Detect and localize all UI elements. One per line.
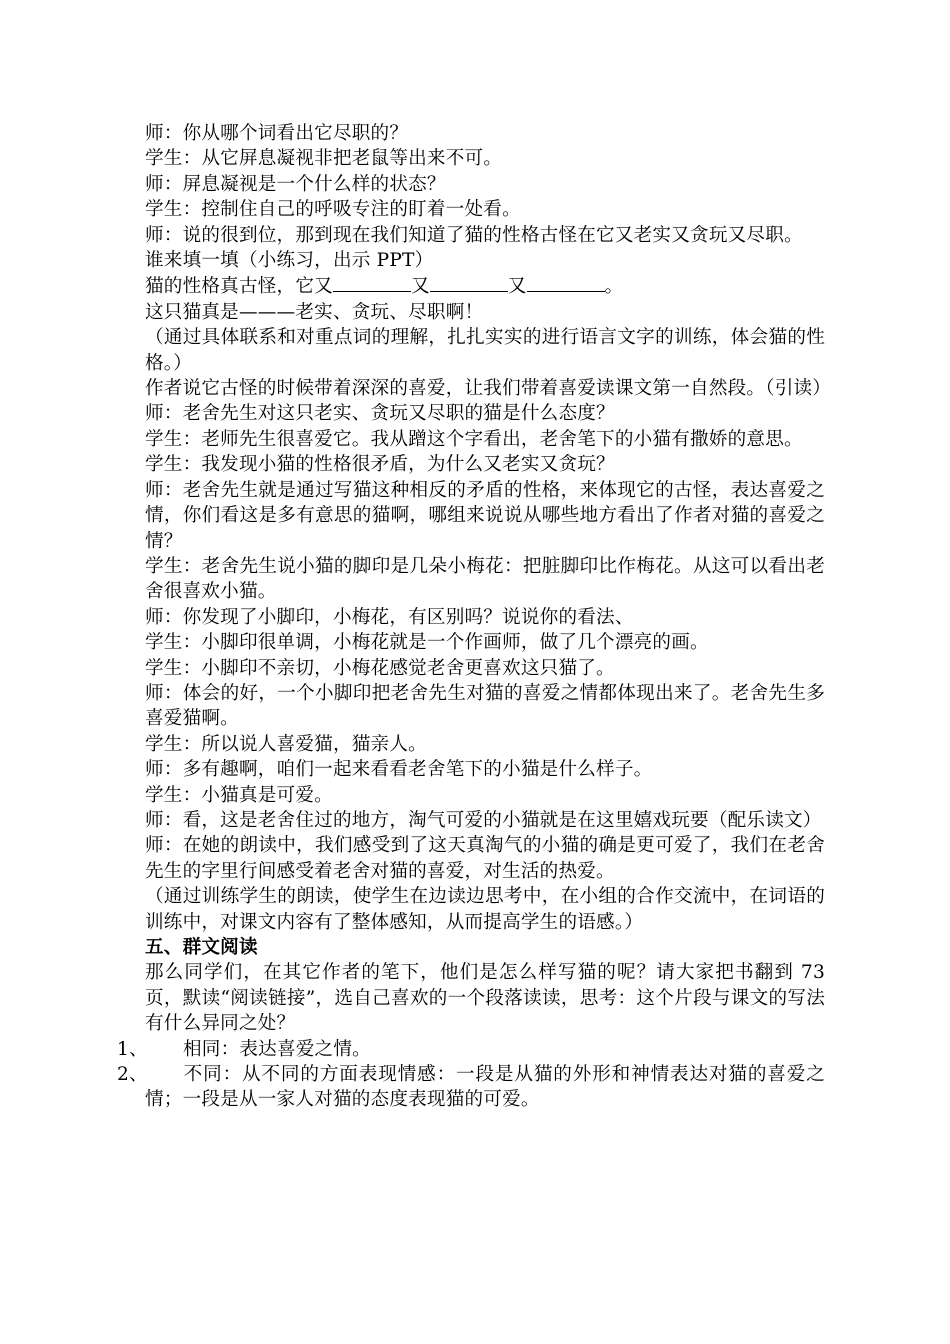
paragraph: 师：多有趣啊，咱们一起来看看老舍笔下的小猫是什么样子。 — [145, 759, 653, 781]
blank-2 — [430, 273, 508, 292]
fill-mid-2: 又 — [507, 276, 527, 298]
paragraph: （通过具体联系和对重点词的理解，扎扎实实的进行语言文字的训练，体会猫的性格。） — [145, 327, 825, 374]
paragraph: 谁来填一填（小练习，出示 PPT） — [145, 250, 434, 272]
list-item — [117, 1062, 825, 1113]
paragraph: 作者说它古怪的时候带着深深的喜爱，让我们带着喜爱读课文第一自然段。（引读） — [145, 378, 832, 400]
paragraph: 学生：小脚印不亲切，小梅花感觉老舍更喜欢这只猫了。 — [145, 657, 615, 679]
paragraph: 师：说的很到位，那到现在我们知道了猫的性格古怪在它又老实又贪玩又尽职。 — [145, 224, 803, 246]
list-number: 1、 — [117, 1038, 148, 1060]
paragraph: 这只猫真是———老实、贪玩、尽职啊！ — [145, 301, 484, 323]
paragraph: 师：你发现了小脚印，小梅花，有区别吗？说说你的看法、 — [145, 606, 634, 628]
paragraph: 师：体会的好，一个小脚印把老舍先生对猫的喜爱之情都体现出来了。老舍先生多喜爱猫啊。 — [145, 682, 825, 730]
paragraph: 师：你从哪个词看出它尽职的？ — [145, 123, 409, 144]
fill-prefix: 猫的性格真古怪，它又 — [145, 276, 333, 298]
list-text: 相同：表达喜爱之情。 — [183, 1038, 371, 1060]
paragraph: 师：老舍先生就是通过写猫这种相反的矛盾的性格，来体现它的古怪，表达喜爱之情，你们看这是多有意思的猫啊，哪组来说说从哪些地方看出了作者对猫的喜爱之情？ — [145, 479, 825, 552]
paragraph: 学生：我发现小猫的性格很矛盾，为什么又老实又贪玩？ — [145, 454, 615, 476]
paragraph: 师：老舍先生对这只老实、贪玩又尽职的猫是什么态度？ — [145, 403, 615, 425]
paragraph: 学生：老舍先生说小猫的脚印是几朵小梅花：把脏脚印比作梅花。从这可以看出老舍很喜欢小猫。 — [145, 555, 825, 603]
paragraph: 学生：小脚印很单调，小梅花就是一个作画师，做了几个漂亮的画。 — [145, 632, 709, 654]
paragraph: 那么同学们，在其它作者的笔下，他们是怎么样写猫的呢？请大家把书翻到 73 页，默读“阅读链接”，选自己喜欢的一个段落读读，思考：这个片段与课文的写法有什么异同之处？ — [145, 962, 825, 1035]
fill-mid-1: 又 — [410, 276, 430, 298]
paragraph: 学生：控制住自己的呼吸专注的盯着一处看。 — [145, 199, 521, 221]
list-text: 不同：从不同的方面表现情感：一段是从猫的外形和神情表达对猫的喜爱之情；一段是从一家人对猫的态度表现猫的可爱。 — [145, 1064, 825, 1111]
paragraph: 学生：所以说人喜爱猫，猫亲人。 — [145, 733, 427, 755]
paragraph: 师：看，这是老舍住过的地方，淘气可爱的小猫就是在这里嬉戏玩要（配乐读文） — [145, 809, 822, 831]
paragraph: 学生：老师先生很喜爱它。我从蹭这个字看出，老舍笔下的小猫有撒娇的意思。 — [145, 428, 803, 450]
paragraph: （通过训练学生的朗读，使学生在边读边思考中，在小组的合作交流中，在词语的训练中，对课文内容有了整体感知，从而提高学生的语感。） — [145, 886, 825, 933]
fill-in-blank-line — [145, 273, 825, 299]
document-body — [117, 121, 832, 1113]
section-heading: 五、群文阅读 — [145, 937, 258, 958]
fill-end: 。 — [604, 276, 624, 298]
paragraph: 师：屏息凝视是一个什么样的状态？ — [145, 173, 446, 195]
paragraph: 师：在她的朗读中，我们感受到了这天真淘气的小猫的确是更可爱了，我们在老舍先生的字里行间感受着老舍对猫的喜爱，对生活的热爱。 — [145, 835, 825, 882]
paragraph: 学生：小猫真是可爱。 — [145, 784, 333, 806]
list-item — [117, 1037, 825, 1062]
blank-1 — [333, 273, 411, 292]
list-number: 2、 — [117, 1064, 148, 1086]
blank-3 — [527, 273, 605, 292]
paragraph: 学生：从它屏息凝视非把老鼠等出来不可。 — [145, 148, 503, 170]
